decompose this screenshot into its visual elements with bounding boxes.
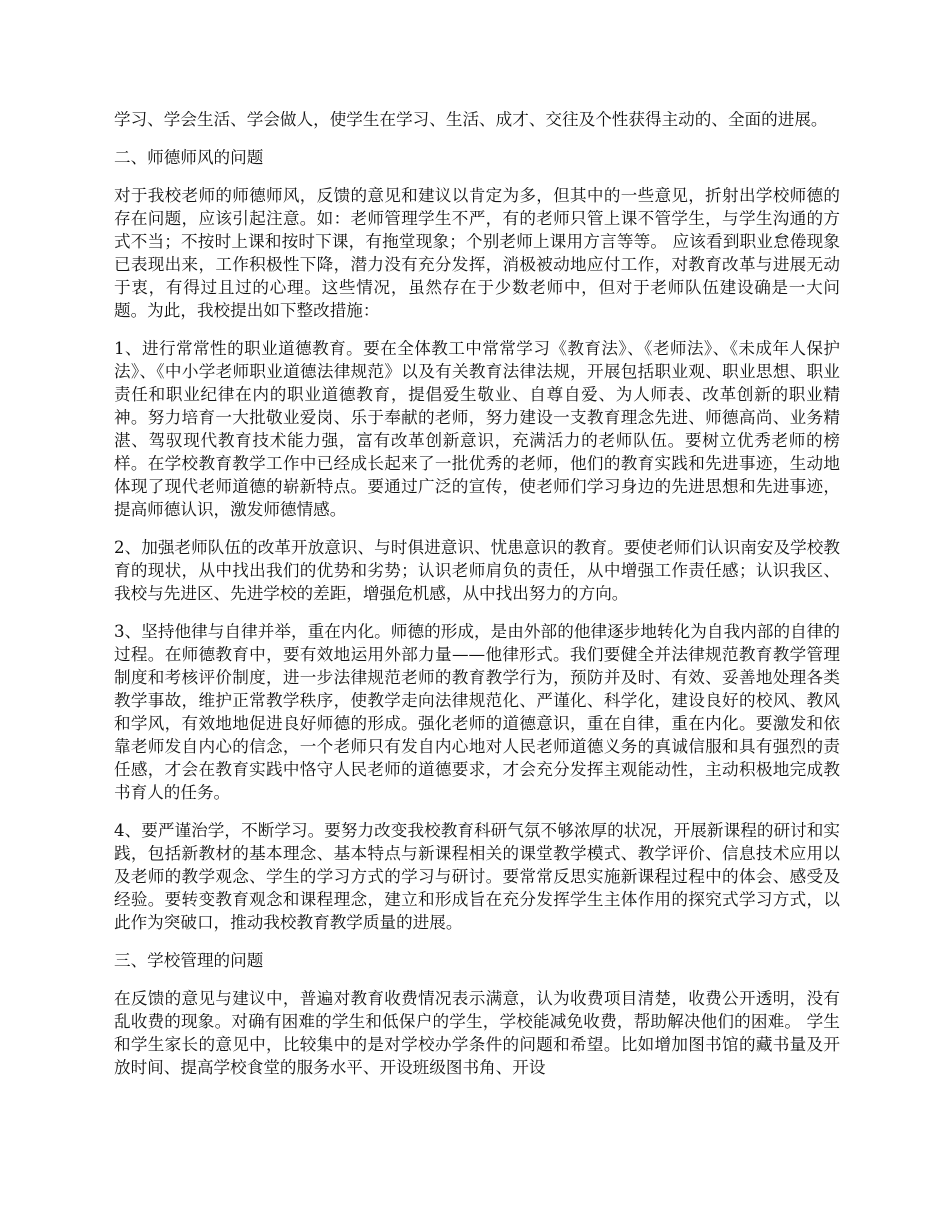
measure-1-paragraph: 1、进行常常性的职业道德教育。要在全体教工中常常学习《教育法》、《老师法》、《未成年人保护法》、《中小学老师职业道德法律规范》以及有关教育法律法规，开展包括职业观、职业思想、职业责任和职业纪律在内的职业道德教育，提倡爱生敬业、自尊自爱、为人师表、改革创新的职业精神。努力培育一大批敬业爱岗、乐于奉献的老师，努力建设一支教育理念先进、师德高尚、业务精湛、驾驭现代教育技术能力强，富有改革创新意识，充满活力的老师队伍。要树立优秀老师的榜样。在学校教育教学工作中已经成长起来了一批优秀的老师，他们的教育实践和先进事迹，生动地体现了现代老师道德的崭新特点。要通过广泛的宣传，使老师们学习身边的先进思想和先进事迹，提高师德认识，激发师德情感。 [114,339,840,519]
management-feedback-paragraph: 在反馈的意见与建议中，普遍对教育收费情况表示满意，认为收费项目清楚，收费公开透明，没有乱收费的现象。对确有困难的学生和低保户的学生，学校能减免收费，帮助解决他们的困难。 学生和学生家长的意见中，比较集中的是对学校办学条件的问题和希望。比如增加图书馆的藏书量及开放时间、提高学校食堂的服务水平、开设班级图书角、开设 [114,989,840,1077]
measure-4-paragraph: 4、要严谨治学，不断学习。要努力改变我校教育科研气氛不够浓厚的状况，开展新课程的研讨和实践，包括新教材的基本理念、基本特点与新课程相关的课堂教学模式、教学评价、信息技术应用以及老师的教学观念、学生的学习方式的学习与研讨。要常常反思实施新课程过程中的体会、感受及经验。要转变教育观念和课程理念，建立和形成旨在充分发挥学生主体作用的探究式学习方式，以此作为突破口，推动我校教育教学质量的进展。 [114,821,840,932]
ethics-feedback-paragraph: 对于我校老师的师德师风，反馈的意见和建议以肯定为多，但其中的一些意见，折射出学校师德的存在问题，应该引起注意。如：老师管理学生不严，有的老师只管上课不管学生，与学生沟通的方式不当；不按时上课和按时下课，有拖堂现象；个别老师上课用方言等等。 应该看到职业怠倦现象已表现出来，工作积极性下降，潜力没有充分发挥，消极被动地应付工作，对教育改革与进展无动于衷，有得过且过的心理。这些情况，虽然存在于少数老师中，但对于老师队伍建设确是一大问题。为此，我校提出如下整改措施： [114,186,840,320]
measure-3-paragraph: 3、坚持他律与自律并举，重在内化。师德的形成，是由外部的他律逐步地转化为自我内部的自律的过程。在师德教育中，要有效地运用外部力量——他律形式。我们要健全并法律规范教育教学管理制度和考核评价制度，进一步法律规范老师的教育教学行为，预防并及时、有效、妥善地处理各类教学事故，维护正常教学秩序，使教学走向法律规范化、严谨化、科学化，建设良好的校风、教风和学风，有效地地促进良好师德的形成。强化老师的道德意识，重在自律，重在内化。要激发和依靠老师发自内心的信念，一个老师只有发自内心地对人民老师道德义务的真诚信服和具有强烈的责任感，才会在教育实践中恪守人民老师的道德要求，才会充分发挥主观能动性，主动积极地完成教书育人的任务。 [114,622,840,802]
document-page [114,108,840,1094]
intro-paragraph: 学习、学会生活、学会做人，使学生在学习、生活、成才、交往及个性获得主动的、全面的进展。 [114,110,828,129]
section-heading-school-management: 三、学校管理的问题 [114,951,264,970]
section-heading-teacher-ethics: 二、师德师风的问题 [114,148,264,167]
measure-2-paragraph: 2、加强老师队伍的改革开放意识、与时俱进意识、忧患意识的教育。要使老师们认识南安及学校教育的现状，从中找出我们的优势和劣势；认识老师肩负的责任，从中增强工作责任感；认识我区、我校与先进区、先进学校的差距，增强危机感，从中找出努力的方向。 [114,538,840,603]
